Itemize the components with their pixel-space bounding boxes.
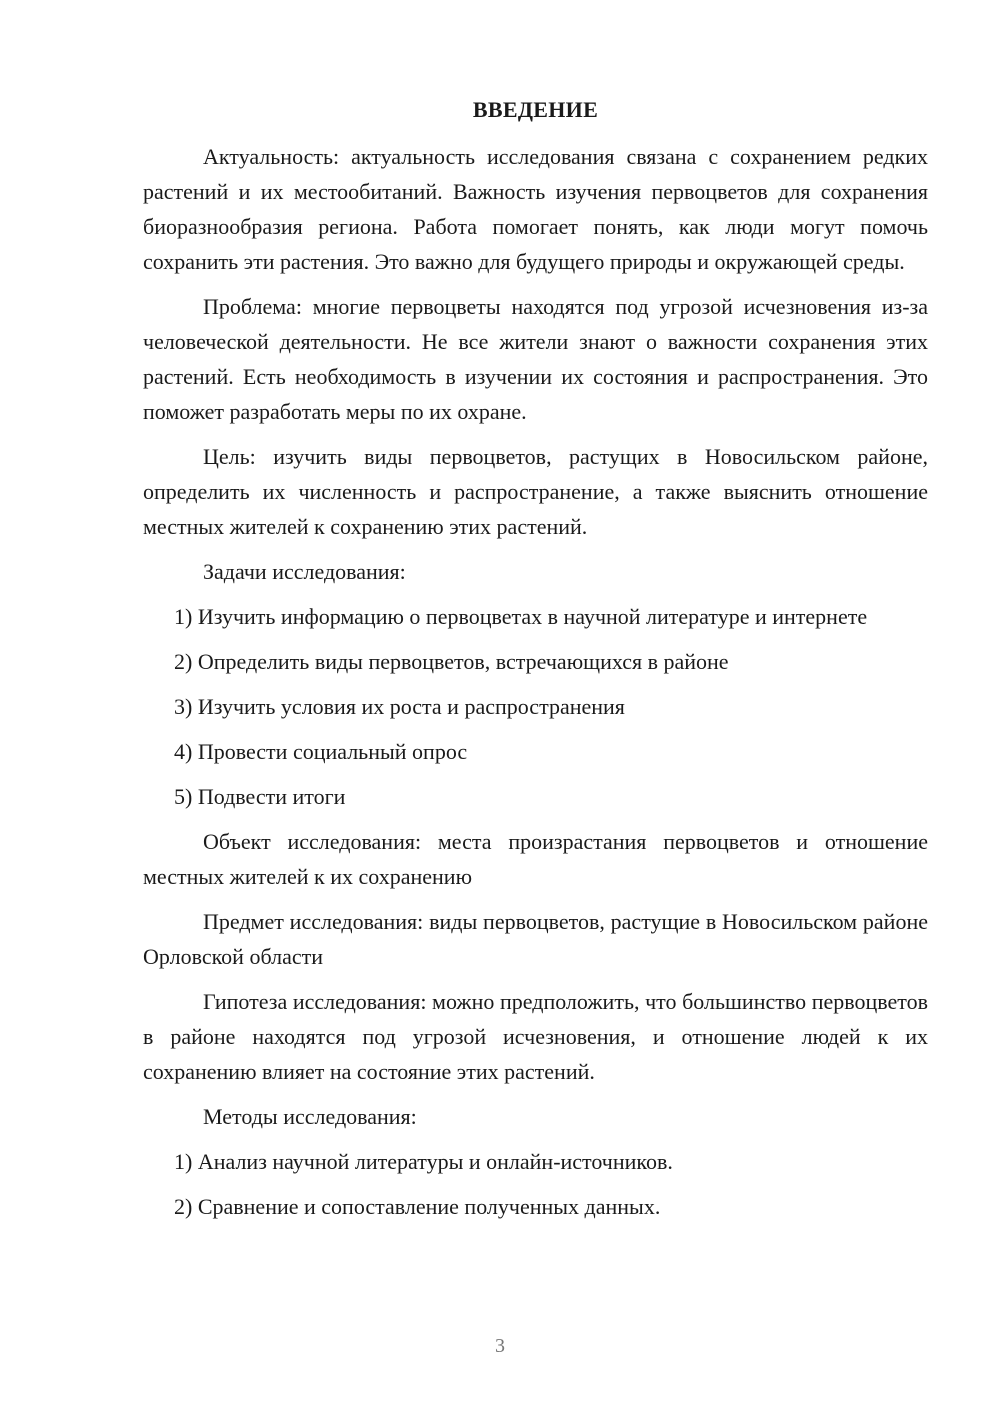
object-paragraph: Объект исследования: места произрастания первоцветов и отношение местных жителей к их сохранению — [143, 829, 928, 889]
task-item-1: 1) Изучить информацию о первоцветах в научной литературе и интернете — [174, 604, 868, 629]
page-title: ВВЕДЕНИЕ — [472, 97, 599, 122]
problem-paragraph: Проблема: многие первоцветы находятся под угрозой исчезновения из-за человеческой деятельности. Не все жители знают о важности сохранения этих растений. Есть необходимость в изучении их состояния и распространения. Это поможет разработать меры по их охране. — [143, 294, 928, 424]
tasks-heading: Задачи исследования: — [203, 559, 406, 584]
methods-heading: Методы исследования: — [203, 1104, 417, 1129]
task-item-3: 3) Изучить условия их роста и распространения — [174, 694, 625, 719]
task-item-4: 4) Провести социальный опрос — [174, 739, 468, 764]
method-item-1: 1) Анализ научной литературы и онлайн-источников. — [174, 1149, 673, 1174]
task-item-2: 2) Определить виды первоцветов, встречающихся в районе — [174, 649, 729, 674]
goal-paragraph: Цель: изучить виды первоцветов, растущих в Новосильском районе, определить их численность и распространение, а также выяснить отношение местных жителей к сохранению этих растений. — [143, 444, 928, 539]
page-number: 3 — [495, 1335, 505, 1357]
task-item-5: 5) Подвести итоги — [174, 784, 346, 809]
method-item-2: 2) Сравнение и сопоставление полученных данных. — [174, 1194, 661, 1219]
hypothesis-paragraph: Гипотеза исследования: можно предположить, что большинство первоцветов в районе находятся под угрозой исчезновения, и отношение людей к их сохранению влияет на состояние этих растений. — [143, 989, 928, 1084]
subject-paragraph: Предмет исследования: виды первоцветов, растущие в Новосильском районе Орловской области — [143, 909, 928, 969]
relevance-paragraph: Актуальность: актуальность исследования связана с сохранением редких растений и их местообитаний. Важность изучения первоцветов для сохранения биоразнообразия региона. Работа помогает понять, как люди могут помочь сохранить эти растения. Это важно для будущего природы и окружающей среды. — [143, 144, 928, 274]
document-body — [143, 92, 928, 1224]
